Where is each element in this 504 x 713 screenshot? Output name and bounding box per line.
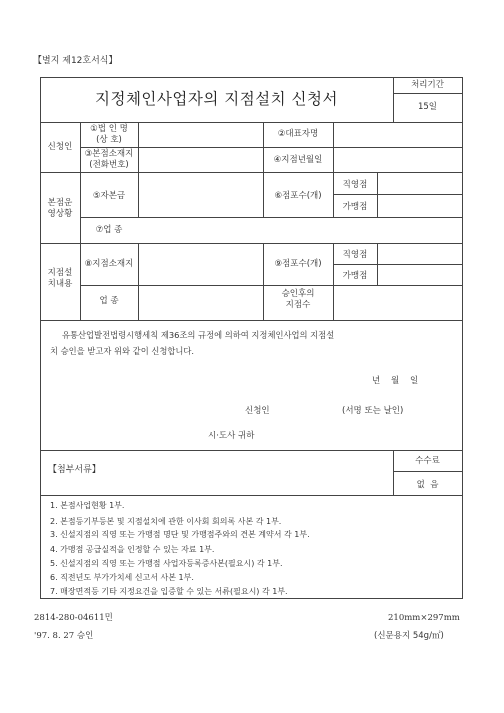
corp-name-label: ①법 인 명: [90, 124, 128, 134]
fee-label: 수수료: [415, 456, 440, 466]
form-code: 2814-280-04611민: [34, 613, 113, 623]
attachment-item: 7. 매장면적등 기타 지정요건을 입증할 수 있는 서류(필요시) 각 1부.: [50, 587, 288, 596]
hq-address-label: ③본점소재지: [84, 149, 134, 159]
hq-franchise-label: 가맹점: [342, 202, 368, 212]
approved-count-label-1: 승인후의: [281, 289, 315, 299]
attachment-item: 1. 본점사업현황 1부.: [50, 501, 125, 510]
branch-label-2: 치내용: [47, 279, 73, 289]
phone-label: (전화번호): [89, 160, 129, 170]
paper-size: 210mm×297mm: [388, 613, 460, 623]
attachment-item: 4. 가맹점 공급실적을 인정할 수 있는 자료 1부.: [50, 545, 215, 554]
branch-franchise-label: 가맹점: [342, 271, 368, 281]
approved-count-label-2: 지점수: [285, 300, 311, 310]
attachment-item: 5. 신설지점의 직영 또는 가맹점 사업자등록증사본(필요시) 각 1부.: [50, 559, 283, 568]
branch-direct-label: 직영점: [342, 250, 368, 260]
hq-direct-field[interactable]: [378, 173, 461, 193]
hq-direct-label: 직영점: [342, 180, 368, 190]
ceo-name-label: ②대표자명: [277, 129, 319, 139]
processing-period-value: 15일: [417, 102, 438, 112]
branch-direct-field[interactable]: [378, 244, 461, 263]
ceo-name-field[interactable]: [334, 123, 461, 146]
hq-business-label: ⑦업 종: [95, 225, 123, 235]
hq-status-label-1: 본점운: [47, 198, 73, 208]
processing-period-label: 처리기간: [411, 80, 444, 90]
approval-date: '97. 8. 27 승인: [34, 631, 94, 641]
branch-business-field[interactable]: [139, 286, 263, 319]
branch-label-1: 지점설: [47, 268, 73, 278]
hq-status-label-2: 영상황: [47, 209, 73, 219]
page-title: 지정체인사업자의 지점설치 신청서: [95, 90, 338, 108]
signature-field[interactable]: (서명 또는 날인): [342, 406, 404, 416]
corp-name-field[interactable]: [139, 123, 263, 146]
branch-franchise-field[interactable]: [378, 265, 461, 284]
hq-store-count-label: ⑥점포수(개): [274, 191, 322, 201]
branch-year-field[interactable]: [334, 148, 461, 171]
hq-address-field[interactable]: [139, 148, 263, 171]
branch-address-label: ⑧지점소재지: [84, 259, 134, 269]
applicant-signature-label: 신청인: [245, 406, 270, 416]
branch-store-count-label: ⑨점포수(개): [274, 259, 322, 269]
hq-business-field[interactable]: [139, 218, 461, 242]
hq-franchise-field[interactable]: [378, 195, 461, 216]
branch-business-label: 업 종: [99, 296, 119, 306]
fee-value: 없 음: [416, 480, 439, 490]
attachments-header: 【첨부서류】: [48, 465, 101, 475]
paper-spec: (신문용지 54g/㎡): [374, 631, 444, 641]
form-label: 【별지 제12호서식】: [33, 56, 118, 66]
recipient: 시·도사 귀하: [208, 431, 255, 441]
approved-count-field[interactable]: [334, 286, 461, 319]
branch-year-label: ④지점년월일: [273, 155, 323, 165]
statement-line-1: 유통산업발전법령시행세칙 제36조의 규정에 의하여 지정체인사업의 지점설: [62, 330, 335, 340]
attachment-item: 2. 본점등기부등본 및 지점설치에 관한 이사회 회의록 사본 각 1부.: [50, 517, 282, 526]
statement-line-2: 치 승인을 받고자 위와 같이 신청합니다.: [50, 346, 195, 356]
attachment-item: 6. 직전년도 부가가치세 신고서 사본 1부.: [50, 573, 194, 582]
attachment-item: 3. 신설지점의 직영 또는 가맹점 명단 및 가맹점주와의 견본 계약서 각 1부.: [50, 530, 310, 539]
application-date[interactable]: 년 월 일: [372, 376, 419, 386]
trade-name-label: (상 호): [96, 135, 122, 145]
capital-label: ⑤자본금: [92, 191, 126, 201]
capital-field[interactable]: [139, 173, 263, 216]
branch-address-field[interactable]: [139, 244, 263, 284]
applicant-section-label: 신청인: [47, 142, 73, 152]
